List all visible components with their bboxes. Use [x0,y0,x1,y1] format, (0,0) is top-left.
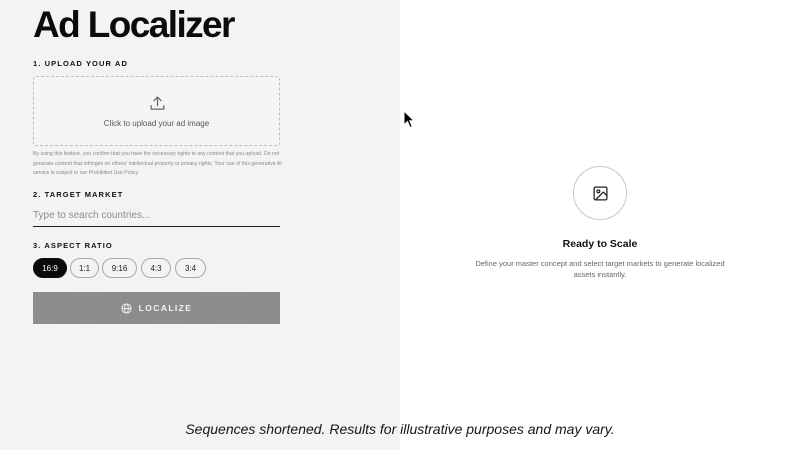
aspect-ratio-3-4-pill[interactable]: 3:4 [175,258,206,278]
aspect-ratio-4-3-pill[interactable]: 4:3 [141,258,171,278]
target-market-section-label: 2. TARGET MARKET [33,190,124,199]
app-title: Ad Localizer [33,4,234,45]
preview-panel [400,0,800,450]
upload-icon [149,95,166,112]
aspect-ratio-16-9-pill[interactable]: 16:9 [33,258,67,278]
aspect-ratio-section-label: 3. ASPECT RATIO [33,241,113,250]
upload-dropzone[interactable] [33,76,280,146]
preview-description: Define your master concept and select target markets to generate localized assets instantly. [475,259,725,279]
localize-button[interactable] [33,292,280,324]
preview-title: Ready to Scale [562,238,638,250]
upload-section-label: 1. UPLOAD YOUR AD [33,59,128,68]
mouse-pointer-icon [403,110,415,129]
aspect-ratio-1-1-pill[interactable]: 1:1 [70,258,99,278]
image-icon [592,185,609,202]
disclaimer-caption: Sequences shortened. Results for illustrative purposes and may vary. [185,421,615,437]
preview-placeholder [573,166,627,220]
usage-disclaimer: By using this feature, you confirm that you have the necessary rights to any content that you upload. Do not generate content that infringes on others' intellectual property or privacy rights. Your use of this generative AI service is subject to our Prohibited Use Policy. [33,151,282,176]
country-search-input[interactable] [33,204,280,227]
upload-prompt: Click to upload your ad image [103,119,210,128]
aspect-ratio-9-16-pill[interactable]: 9:16 [102,258,137,278]
globe-icon [121,303,132,314]
localize-button-label: LOCALIZE [138,303,193,313]
